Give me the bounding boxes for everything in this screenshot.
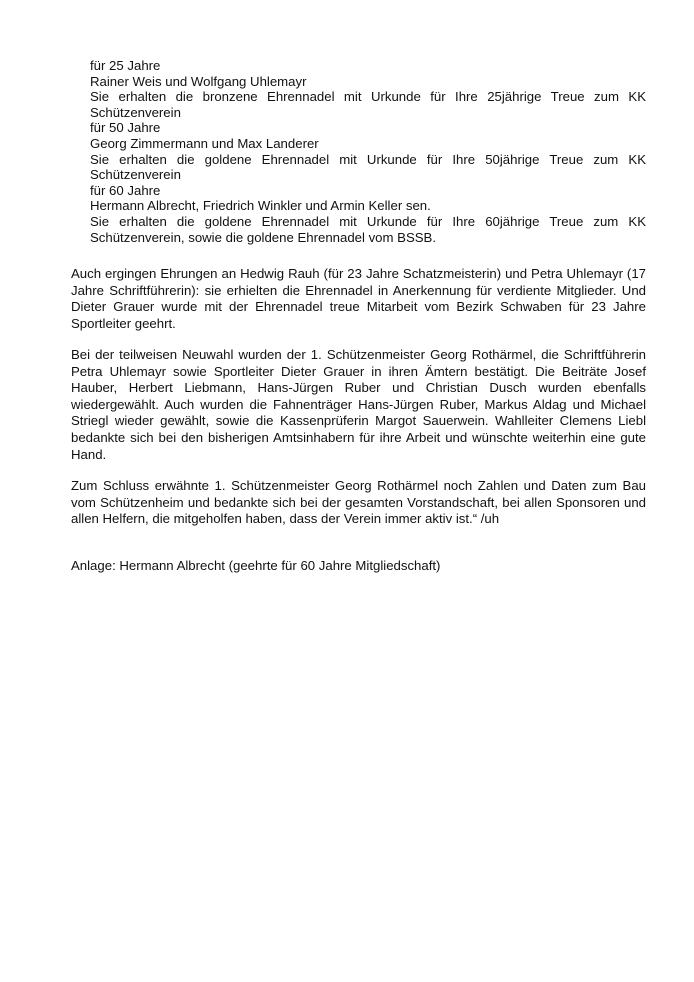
honor-years-label: für 25 Jahre xyxy=(90,58,161,73)
honor-award-text: Sie erhalten die goldene Ehrennadel mit Urkunde für Ihre 50jährige Treue zum KK Schützenverein xyxy=(90,151,646,183)
honor-names: Rainer Weis und Wolfgang Uhlemayr xyxy=(90,73,307,89)
honor-group-25-years xyxy=(90,58,646,120)
additional-honors-paragraph: Auch ergingen Ehrungen an Hedwig Rauh (für 23 Jahre Schatzmeisterin) und Petra Uhlemayr (17 Jahre Schriftführerin): sie erhielten die Ehrennadel in Anerkennung für verdiente Mitglieder. Und Dieter Grauer wurde mit der Ehrennadel treue Mitarbeit vom Bezirk Schwaben für 23 Jahre Sportleiter geehrt. xyxy=(71,266,646,331)
honor-award-text: Sie erhalten die bronzene Ehrennadel mit Urkunde für Ihre 25jährige Treue zum KK Schützenverein xyxy=(90,89,646,120)
election-paragraph: Bei der teilweisen Neuwahl wurden der 1. Schützenmeister Georg Rothärmel, die Schriftführerin Petra Uhlemayr sowie Sportleiter Dieter Grauer in ihren Ämtern bestätigt. Die Beiträte Josef Hauber, Herbert Liebmann, Hans-Jürgen Ruber und Christian Dusch wurden ebenfalls wiedergewählt. Auch wurden die Fahnenträger Hans-Jürgen Ruber, Markus Aldag und Michael Striegl wieder gewählt, sowie die Kassenprüferin Margot Sauerwein. Wahlleiter Clemens Liebl bedankte sich bei den bisherigen Amtsinhabern für ihre Arbeit und wünschte weiterhin eine gute Hand. xyxy=(71,347,646,462)
honor-group-50-years xyxy=(90,120,646,182)
attachment-note: Anlage: Hermann Albrecht (geehrte für 60 Jahre Mitgliedschaft) xyxy=(71,558,441,573)
closing-paragraph: Zum Schluss erwähnte 1. Schützenmeister Georg Rothärmel noch Zahlen und Daten zum Bau vom Schützenheim und bedankte sich bei der gesamten Vorstandschaft, bei allen Sponsoren und allen Helfern, die mitgeholfen haben, dass der Verein immer aktiv ist.“ /uh xyxy=(71,478,646,527)
honor-names: Georg Zimmermann und Max Landerer xyxy=(90,135,319,151)
honor-group-60-years xyxy=(90,183,646,245)
honor-years-label: für 50 Jahre xyxy=(90,120,161,136)
honor-years-label: für 60 Jahre xyxy=(90,182,161,198)
honor-names: Hermann Albrecht, Friedrich Winkler und Armin Keller sen. xyxy=(90,198,431,214)
honors-list xyxy=(90,58,646,245)
honor-award-text: Sie erhalten die goldene Ehrennadel mit Urkunde für Ihre 60jährige Treue zum KK Schützenverein, sowie die goldene Ehrennadel vom BSSB. xyxy=(90,213,646,245)
